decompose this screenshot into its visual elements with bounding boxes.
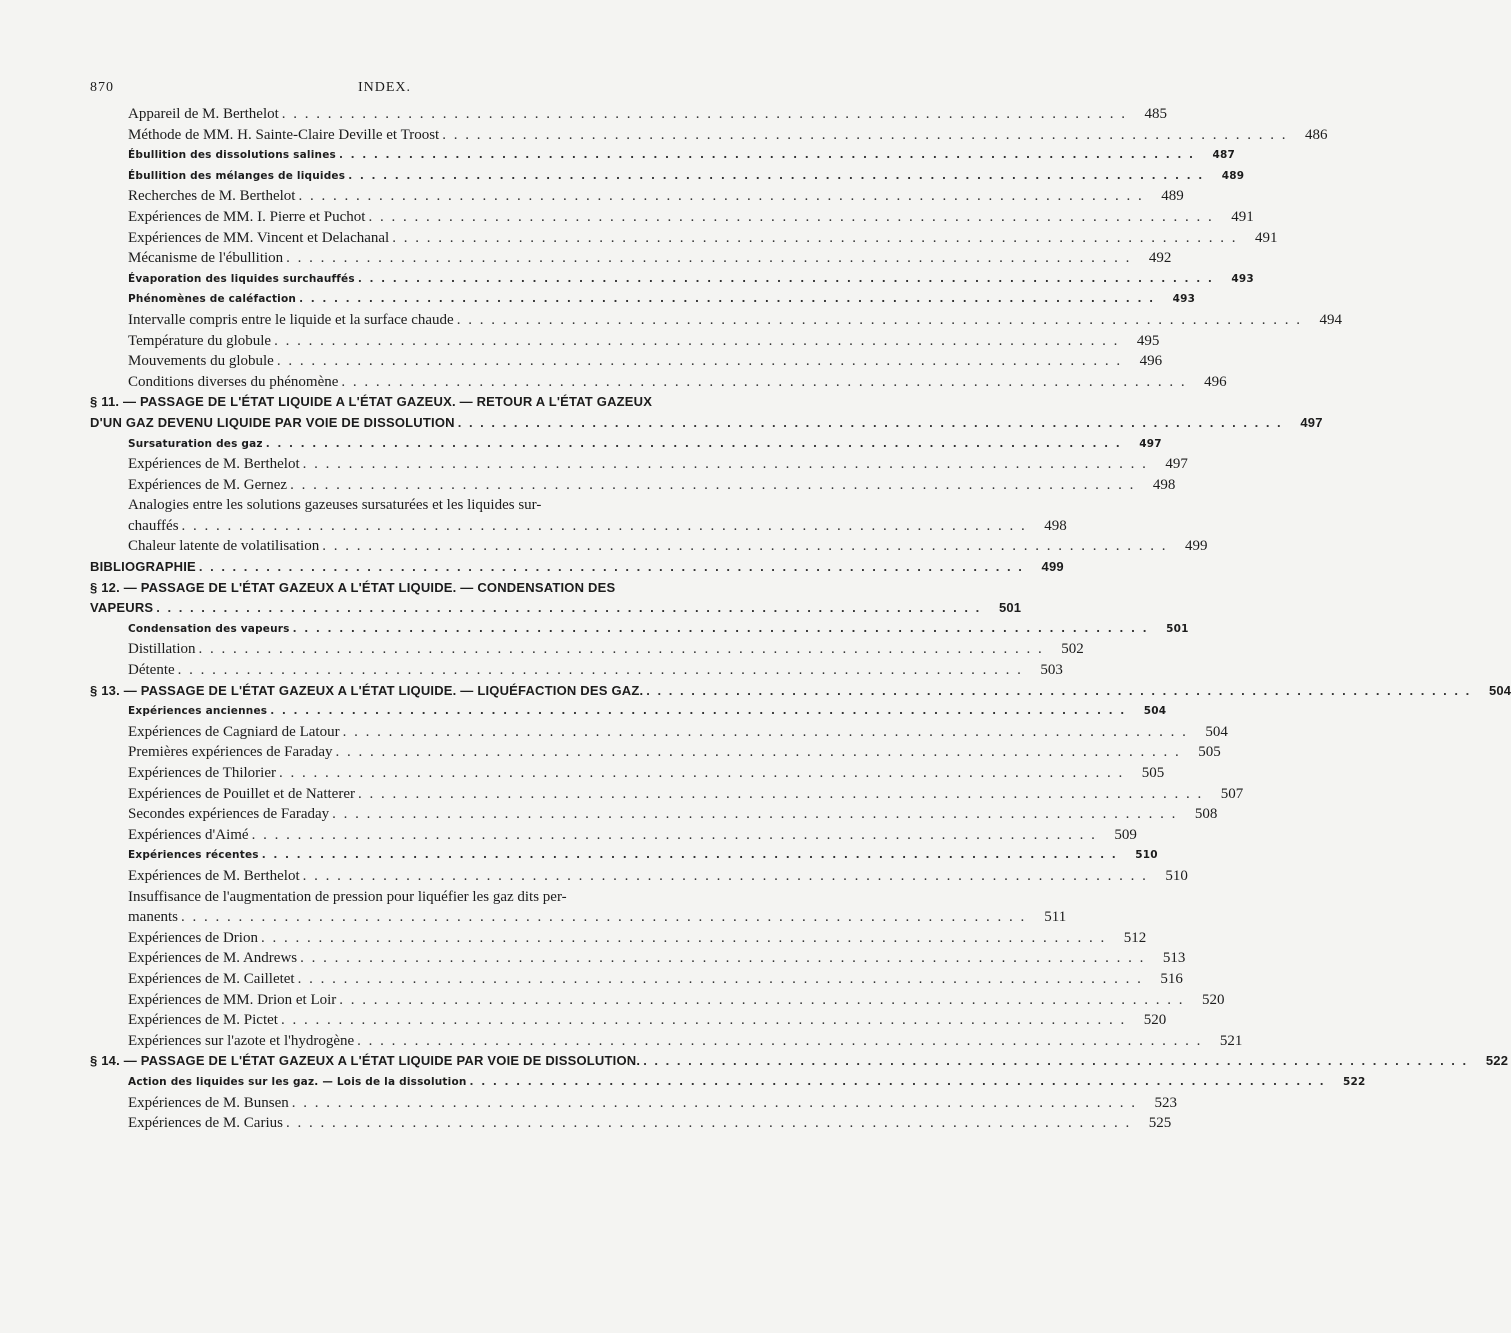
index-entry xyxy=(90,660,1063,681)
dot-leader: . . . . . . . . . . . . . . . . . . . . . . . . . . . . . . . . . . . . . . . . . . . . . . . . . . . . . . . . . . . . . . . . . . . . . . . . . . xyxy=(341,373,1187,390)
index-entry xyxy=(90,186,1184,207)
dot-leader: . . . . . . . . . . . . . . . . . . . . . . . . . . . . . . . . . . . . . . . . . . . . . . . . . . . . . . . . . . . . . . . . . . . . . . . . . . xyxy=(368,208,1214,225)
entry-page-number: 504 xyxy=(1488,682,1511,698)
entry-page-number: 496 xyxy=(1139,353,1163,370)
dot-leader: . . . . . . . . . . . . . . . . . . . . . . . . . . . . . . . . . . . . . . . . . . . . . . . . . . . . . . . . . . . . . . . . . . . . . . . . . . xyxy=(348,169,1205,182)
dot-leader: . . . . . . . . . . . . . . . . . . . . . . . . . . . . . . . . . . . . . . . . . . . . . . . . . . . . . . . . . . . . . . . . . . . . . . . . . . xyxy=(302,867,1148,884)
index-entry xyxy=(90,104,1168,125)
dot-leader: . . . . . . . . . . . . . . . . . . . . . . . . . . . . . . . . . . . . . . . . . . . . . . . . . . . . . . . . . . . . . . . . . . . . . . . . . . xyxy=(274,332,1120,349)
entry-text: Expériences de M. Berthelot xyxy=(128,456,300,473)
entry-text: Condensation des vapeurs xyxy=(128,622,290,635)
index-entry xyxy=(90,722,1228,743)
entry-page-number: 501 xyxy=(998,600,1022,616)
entry-text: Expériences d'Aimé xyxy=(128,826,249,843)
entry-text: Action des liquides sur les gaz. — Lois de la dissolution xyxy=(128,1075,467,1088)
entry-page-number: 489 xyxy=(1161,188,1184,205)
entry-text: Méthode de MM. H. Sainte-Claire Deville et Troost xyxy=(128,126,440,143)
entry-page-number: 509 xyxy=(1114,826,1137,843)
entry-text: Expériences de M. Pictet xyxy=(128,1012,278,1029)
entry-page-number: 510 xyxy=(1165,867,1188,884)
dot-leader: . . . . . . . . . . . . . . . . . . . . . . . . . . . . . . . . . . . . . . . . . . . . . . . . . . . . . . . . . . . . . . . . . . . . . . . . . . xyxy=(322,538,1168,555)
dot-leader: . . . . . . . . . . . . . . . . . . . . . . . . . . . . . . . . . . . . . . . . . . . . . . . . . . . . . . . . . . . . . . . . . . . . . . . . . . xyxy=(260,929,1107,946)
dot-leader: . . . . . . . . . . . . . . . . . . . . . . . . . . . . . . . . . . . . . . . . . . . . . . . . . . . . . . . . . . . . . . . . . . . . . . . . . . xyxy=(335,744,1181,761)
index-entry xyxy=(90,166,1245,187)
dot-leader: . . . . . . . . . . . . . . . . . . . . . . . . . . . . . . . . . . . . . . . . . . . . . . . . . . . . . . . . . . . . . . . . . . . . . . . . . . xyxy=(357,1032,1203,1049)
index-entry xyxy=(90,125,1328,146)
entry-text: Expériences de M. Andrews xyxy=(128,950,298,967)
dot-leader: . . . . . . . . . . . . . . . . . . . . . . . . . . . . . . . . . . . . . . . . . . . . . . . . . . . . . . . . . . . . . . . . . . . . . . . . . . xyxy=(332,806,1178,823)
dot-leader: . . . . . . . . . . . . . . . . . . . . . . . . . . . . . . . . . . . . . . . . . . . . . . . . . . . . . . . . . . . . . . . . . . . . . . . . . . xyxy=(198,559,1024,575)
index-entry xyxy=(90,1031,1243,1052)
entry-page-number: 525 xyxy=(1148,1115,1172,1132)
index-entry xyxy=(90,763,1165,784)
entry-text: Secondes expériences de Faraday xyxy=(128,806,330,823)
entry-text: Expériences de M. Carius xyxy=(128,1115,283,1132)
entry-text: Mécanisme de l'ébullition xyxy=(128,250,284,267)
dot-leader: . . . . . . . . . . . . . . . . . . . . . . . . . . . . . . . . . . . . . . . . . . . . . . . . . . . . . . . . . . . . . . . . . . . . . . . . . . xyxy=(392,229,1238,246)
entry-page-number: 516 xyxy=(1160,970,1183,987)
dot-leader: . . . . . . . . . . . . . . . . . . . . . . . . . . . . . . . . . . . . . . . . . . . . . . . . . . . . . . . . . . . . . . . . . . . . . . . . . . xyxy=(469,1075,1326,1088)
index-entry xyxy=(90,454,1188,475)
entry-text: Expériences de MM. Vincent et Delachanal xyxy=(128,229,390,246)
entry-text: Mouvements du globule xyxy=(128,353,274,370)
index-entry xyxy=(90,351,1163,372)
entry-text: Analogies entre les solutions gazeuses sursaturées et les liquides sur- xyxy=(128,497,542,514)
dot-leader: . . . . . . . . . . . . . . . . . . . . . . . . . . . . . . . . . . . . . . . . . . . . . . . . . . . . . . . . . . . . . . . . . . . . . . . . . . xyxy=(302,456,1148,473)
entry-text: Expériences de M. Gernez xyxy=(128,476,288,493)
section-heading xyxy=(90,1051,1509,1072)
index-entry xyxy=(90,269,1254,290)
entry-continuation: chauffés xyxy=(128,517,179,534)
dot-leader: . . . . . . . . . . . . . . . . . . . . . . . . . . . . . . . . . . . . . . . . . . . . . . . . . . . . . . . . . . . . . . . . . . . . . . . . . . xyxy=(646,682,1472,698)
dot-leader: . . . . . . . . . . . . . . . . . . . . . . . . . . . . . . . . . . . . . . . . . . . . . . . . . . . . . . . . . . . . . . . . . . . . . . . . . . xyxy=(299,293,1156,306)
dot-leader: . . . . . . . . . . . . . . . . . . . . . . . . . . . . . . . . . . . . . . . . . . . . . . . . . . . . . . . . . . . . . . . . . . . . . . . . . . xyxy=(300,950,1146,967)
entry-page-number: 489 xyxy=(1221,169,1245,182)
dot-leader: . . . . . . . . . . . . . . . . . . . . . . . . . . . . . . . . . . . . . . . . . . . . . . . . . . . . . . . . . . . . . . . . . . . . . . . . . . xyxy=(291,1094,1138,1111)
entry-page-number: 493 xyxy=(1231,272,1254,285)
index-entry xyxy=(90,990,1225,1011)
section-heading xyxy=(90,392,1323,433)
index-entry xyxy=(90,1072,1366,1093)
entry-continuation: D'UN GAZ DEVENU LIQUIDE PAR VOIE DE DISSOLUTION xyxy=(90,414,455,430)
entry-text: Expériences de M. Bunsen xyxy=(128,1094,289,1111)
entry-text: Expériences sur l'azote et l'hydrogène xyxy=(128,1032,355,1049)
dot-leader: . . . . . . . . . . . . . . . . . . . . . . . . . . . . . . . . . . . . . . . . . . . . . . . . . . . . . . . . . . . . . . . . . . . . . . . . . . xyxy=(181,517,1027,534)
entry-text: Sursaturation des gaz xyxy=(128,437,263,450)
entry-page-number: 520 xyxy=(1202,991,1225,1008)
entry-page-number: 499 xyxy=(1184,538,1208,555)
index-entry xyxy=(90,784,1244,805)
entry-text: Évaporation des liquides surchauffés xyxy=(128,272,355,285)
dot-leader: . . . . . . . . . . . . . . . . . . . . . . . . . . . . . . . . . . . . . . . . . . . . . . . . . . . . . . . . . . . . . . . . . . . . . . . . . . xyxy=(280,1012,1127,1029)
index-entry xyxy=(90,1113,1172,1134)
entry-text: Phénomènes de caléfaction xyxy=(128,293,297,306)
dot-leader: . . . . . . . . . . . . . . . . . . . . . . . . . . . . . . . . . . . . . . . . . . . . . . . . . . . . . . . . . . . . . . . . . . . . . . . . . . xyxy=(297,970,1143,987)
dot-leader: . . . . . . . . . . . . . . . . . . . . . . . . . . . . . . . . . . . . . . . . . . . . . . . . . . . . . . . . . . . . . . . . . . . . . . . . . . xyxy=(290,476,1136,493)
entry-page-number: 491 xyxy=(1231,208,1254,225)
entry-text: Recherches de M. Berthelot xyxy=(128,188,296,205)
entry-text: Expériences de M. Berthelot xyxy=(128,867,300,884)
entry-page-number: 498 xyxy=(1152,476,1176,493)
dot-leader: . . . . . . . . . . . . . . . . . . . . . . . . . . . . . . . . . . . . . . . . . . . . . . . . . . . . . . . . . . . . . . . . . . . . . . . . . . xyxy=(457,414,1283,430)
entry-text: BIBLIOGRAPHIE xyxy=(90,559,196,575)
index-entry xyxy=(90,1093,1178,1114)
entry-page-number: 485 xyxy=(1144,106,1168,122)
index-entries xyxy=(90,104,1511,1134)
entry-page-number: 507 xyxy=(1220,785,1244,802)
entry-page-number: 491 xyxy=(1254,229,1278,246)
entry-text: Expériences de M. Cailletet xyxy=(128,970,295,987)
entry-page-number: 492 xyxy=(1148,250,1172,267)
dot-leader: . . . . . . . . . . . . . . . . . . . . . . . . . . . . . . . . . . . . . . . . . . . . . . . . . . . . . . . . . . . . . . . . . . . . . . . . . . xyxy=(261,849,1118,862)
entry-text: Conditions diverses du phénomène xyxy=(128,373,339,390)
index-entry xyxy=(90,310,1342,331)
dot-leader: . . . . . . . . . . . . . . . . . . . . . . . . . . . . . . . . . . . . . . . . . . . . . . . . . . . . . . . . . . . . . . . . . . . . . . . . . . xyxy=(270,705,1127,718)
index-entry xyxy=(90,742,1221,763)
entry-text: Intervalle compris entre le liquide et la surface chaude xyxy=(128,311,454,328)
entry-text: Chaleur latente de volatilisation xyxy=(128,538,320,555)
dot-leader: . . . . . . . . . . . . . . . . . . . . . . . . . . . . . . . . . . . . . . . . . . . . . . . . . . . . . . . . . . . . . . . . . . . . . . . . . . xyxy=(265,437,1122,450)
dot-leader: . . . . . . . . . . . . . . . . . . . . . . . . . . . . . . . . . . . . . . . . . . . . . . . . . . . . . . . . . . . . . . . . . . . . . . . . . . xyxy=(442,126,1288,143)
entry-text: Température du globule xyxy=(128,332,272,349)
dot-leader: . . . . . . . . . . . . . . . . . . . . . . . . . . . . . . . . . . . . . . . . . . . . . . . . . . . . . . . . . . . . . . . . . . . . . . . . . . xyxy=(279,765,1125,781)
entry-page-number: 510 xyxy=(1135,849,1158,862)
index-entry xyxy=(90,804,1218,825)
entry-text: Expériences de Cagniard de Latour xyxy=(128,723,340,740)
index-entry xyxy=(90,372,1227,393)
entry-page-number: 498 xyxy=(1044,517,1067,534)
entry-text: Distillation xyxy=(128,641,196,658)
index-entry xyxy=(90,948,1186,969)
index-entry xyxy=(90,866,1188,887)
entry-page-number: 513 xyxy=(1162,950,1186,967)
dot-leader: . . . . . . . . . . . . . . . . . . . . . . . . . . . . . . . . . . . . . . . . . . . . . . . . . . . . . . . . . . . . . . . . . . . . . . . . . . xyxy=(456,311,1302,328)
dot-leader: . . . . . . . . . . . . . . . . . . . . . . . . . . . . . . . . . . . . . . . . . . . . . . . . . . . . . . . . . . . . . . . . . . . . . . . . . . xyxy=(358,785,1204,802)
dot-leader: . . . . . . . . . . . . . . . . . . . . . . . . . . . . . . . . . . . . . . . . . . . . . . . . . . . . . . . . . . . . . . . . . . . . . . . . . . xyxy=(276,353,1123,370)
index-entry xyxy=(90,145,1235,166)
index-entry xyxy=(90,845,1158,866)
dot-leader: . . . . . . . . . . . . . . . . . . . . . . . . . . . . . . . . . . . . . . . . . . . . . . . . . . . . . . . . . . . . . . . . . . . . . . . . . . xyxy=(292,622,1149,635)
index-entry xyxy=(90,1010,1167,1031)
index-entry xyxy=(90,825,1137,846)
entry-text: Expériences de Drion xyxy=(128,929,258,946)
dot-leader: . . . . . . . . . . . . . . . . . . . . . . . . . . . . . . . . . . . . . . . . . . . . . . . . . . . . . . . . . . . . . . . . . . . . . . . . . . xyxy=(357,272,1214,285)
index-entry xyxy=(90,639,1084,660)
dot-leader: . . . . . . . . . . . . . . . . . . . . . . . . . . . . . . . . . . . . . . . . . . . . . . . . . . . . . . . . . . . . . . . . . . . . . . . . . . xyxy=(181,909,1027,926)
entry-page-number: 499 xyxy=(1041,559,1064,575)
entry-page-number: 493 xyxy=(1172,293,1196,306)
dot-leader: . . . . . . . . . . . . . . . . . . . . . . . . . . . . . . . . . . . . . . . . . . . . . . . . . . . . . . . . . . . . . . . . . . . . . . . . . . xyxy=(198,641,1044,658)
index-entry xyxy=(90,475,1176,496)
entry-page-number: 505 xyxy=(1198,744,1221,761)
index-entry xyxy=(90,619,1189,640)
entry-page-number: 503 xyxy=(1040,662,1063,679)
entry-text: Expériences de Pouillet et de Natterer xyxy=(128,785,355,802)
dot-leader: . . . . . . . . . . . . . . . . . . . . . . . . . . . . . . . . . . . . . . . . . . . . . . . . . . . . . . . . . . . . . . . . . . . . . . . . . . xyxy=(286,250,1132,267)
entry-page-number: 505 xyxy=(1141,765,1165,781)
dot-leader: . . . . . . . . . . . . . . . . . . . . . . . . . . . . . . . . . . . . . . . . . . . . . . . . . . . . . . . . . . . . . . . . . . . . . . . . . . xyxy=(285,1115,1132,1132)
entry-page-number: 508 xyxy=(1194,806,1218,823)
page-number: 870 xyxy=(90,80,114,95)
page-header xyxy=(90,80,730,100)
index-entry xyxy=(90,536,1208,557)
index-entry xyxy=(90,969,1183,990)
entry-text: Premières expériences de Faraday xyxy=(128,744,333,761)
entry-page-number: 497 xyxy=(1165,456,1188,473)
entry-page-number: 523 xyxy=(1154,1094,1178,1111)
entry-text: Expériences de Thilorier xyxy=(128,765,276,781)
entry-text: Insuffisance de l'augmentation de pression pour liquéfier les gaz dits per- xyxy=(128,888,567,905)
dot-leader: . . . . . . . . . . . . . . . . . . . . . . . . . . . . . . . . . . . . . . . . . . . . . . . . . . . . . . . . . . . . . . . . . . . . . . . . . . xyxy=(251,826,1097,843)
entry-text: Expériences récentes xyxy=(128,849,259,862)
entry-continuation: VAPEURS xyxy=(90,600,154,616)
entry-text: Ébullition des dissolutions salines xyxy=(128,149,336,162)
entry-page-number: 494 xyxy=(1319,311,1342,328)
entry-page-number: 486 xyxy=(1304,126,1328,143)
index-entry xyxy=(90,928,1147,949)
dot-leader: . . . . . . . . . . . . . . . . . . . . . . . . . . . . . . . . . . . . . . . . . . . . . . . . . . . . . . . . . . . . . . . . . . . . . . . . . . xyxy=(281,106,1128,122)
entry-page-number: 511 xyxy=(1044,909,1067,926)
section-heading xyxy=(90,578,1022,619)
index-entry xyxy=(90,887,1067,928)
entry-page-number: 501 xyxy=(1166,622,1189,635)
entry-page-number: 497 xyxy=(1300,414,1323,430)
dot-leader: . . . . . . . . . . . . . . . . . . . . . . . . . . . . . . . . . . . . . . . . . . . . . . . . . . . . . . . . . . . . . . . . . . . . . . . . . . xyxy=(338,149,1195,162)
entry-page-number: 497 xyxy=(1139,437,1162,450)
entry-text: Expériences de MM. I. Pierre et Puchot xyxy=(128,208,366,225)
page-title: INDEX. xyxy=(358,80,412,95)
index-entry xyxy=(90,331,1160,352)
dot-leader: . . . . . . . . . . . . . . . . . . . . . . . . . . . . . . . . . . . . . . . . . . . . . . . . . . . . . . . . . . . . . . . . . . . . . . . . . . xyxy=(643,1053,1469,1069)
entry-page-number: 520 xyxy=(1143,1012,1167,1029)
dot-leader: . . . . . . . . . . . . . . . . . . . . . . . . . . . . . . . . . . . . . . . . . . . . . . . . . . . . . . . . . . . . . . . . . . . . . . . . . . xyxy=(177,662,1023,679)
dot-leader: . . . . . . . . . . . . . . . . . . . . . . . . . . . . . . . . . . . . . . . . . . . . . . . . . . . . . . . . . . . . . . . . . . . . . . . . . . xyxy=(342,723,1188,740)
entry-page-number: 502 xyxy=(1061,641,1084,658)
index-entry xyxy=(90,228,1278,249)
entry-text: § 12. — PASSAGE DE L'ÉTAT GAZEUX A L'ÉTAT LIQUIDE. — CONDENSATION DES xyxy=(90,579,616,595)
index-entry xyxy=(90,289,1196,310)
entry-page-number: 496 xyxy=(1204,373,1227,390)
entry-page-number: 522 xyxy=(1485,1053,1509,1069)
section-heading xyxy=(90,681,1511,702)
entry-text: Expériences de MM. Drion et Loir xyxy=(128,991,337,1008)
entry-text: Appareil de M. Berthelot xyxy=(128,106,279,122)
entry-text: Détente xyxy=(128,662,175,679)
entry-text: § 11. — PASSAGE DE L'ÉTAT LIQUIDE A L'ÉTAT GAZEUX. — RETOUR A L'ÉTAT GAZEUX xyxy=(90,394,653,410)
entry-text: Ébullition des mélanges de liquides xyxy=(128,169,346,182)
entry-page-number: 512 xyxy=(1123,929,1147,946)
entry-page-number: 487 xyxy=(1212,149,1235,162)
index-entry xyxy=(90,434,1162,455)
entry-page-number: 495 xyxy=(1136,332,1160,349)
entry-page-number: 522 xyxy=(1343,1075,1366,1088)
dot-leader: . . . . . . . . . . . . . . . . . . . . . . . . . . . . . . . . . . . . . . . . . . . . . . . . . . . . . . . . . . . . . . . . . . . . . . . . . . xyxy=(298,188,1144,205)
dot-leader: . . . . . . . . . . . . . . . . . . . . . . . . . . . . . . . . . . . . . . . . . . . . . . . . . . . . . . . . . . . . . . . . . . . . . . . . . . xyxy=(339,991,1185,1008)
entry-text: § 13. — PASSAGE DE L'ÉTAT GAZEUX A L'ÉTAT LIQUIDE. — LIQUÉFACTION DES GAZ. xyxy=(90,682,644,698)
entry-page-number: 504 xyxy=(1205,723,1228,740)
index-entry xyxy=(90,248,1172,269)
index-entry xyxy=(90,207,1254,228)
index-entry xyxy=(90,495,1067,536)
entry-page-number: 504 xyxy=(1143,705,1167,718)
dot-leader: . . . . . . . . . . . . . . . . . . . . . . . . . . . . . . . . . . . . . . . . . . . . . . . . . . . . . . . . . . . . . . . . . . . . . . . . . . xyxy=(156,600,982,616)
entry-text: Expériences anciennes xyxy=(128,705,268,718)
entry-continuation: manents xyxy=(128,909,178,926)
section-heading xyxy=(90,557,1064,578)
entry-text: § 14. — PASSAGE DE L'ÉTAT GAZEUX A L'ÉTAT LIQUIDE PAR VOIE DE DISSOLUTION. xyxy=(90,1053,641,1069)
index-entry xyxy=(90,701,1167,722)
entry-page-number: 521 xyxy=(1219,1032,1243,1049)
